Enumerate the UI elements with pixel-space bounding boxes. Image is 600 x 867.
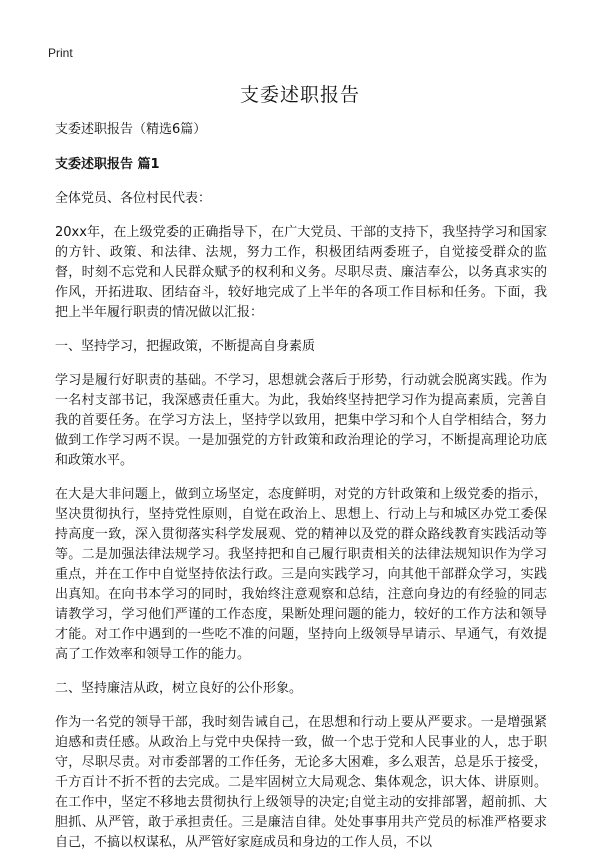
print-link[interactable]: Print — [48, 46, 73, 60]
document-title: 支委述职报告 — [239, 84, 360, 106]
paragraph-integrity: 作为一名党的领导干部，我时刻告诫自己，在思想和行动上要从严要求。一是增强紧迫感和责任感。从政治上与党中央保持一致，做一个忠于党和人民事业的人，忠于职守，尽职尽责。对市委部署的工作任务，无论多大困难，多么艰苦，总是乐于接受，千方百计不折不哲的去完成。二是牢固树立大局观念、集体观念，识大体、讲原则。在工作中，坚定不移地去贯彻执行上级领导的决定;自觉主动的安排部署，超前抓、大胆抓、从严管，敢于承担责任。三是廉洁自律。处处事事用共产党员的标准严格要求自己，不搞以权谋私，从严管好家庭成员和身边的工作人员，不以 — [55, 715, 547, 850]
paragraph-principles: 在大是大非问题上，做到立场坚定，态度鲜明，对党的方针政策和上级党委的指示，坚决贯彻执行，坚持党性原则，自觉在政治上、思想上、行动上与和城区办党工委保持高度一致，深入贯彻落实科学发展观、党的精神以及党的群众路线教育实践活动等等。二是加强法律法规学习。我坚持把和自己履行职责相关的法律法规知识作为学习重点，并在工作中自觉坚持依法行政。三是向实践学习，向其他干部群众学习，实践出真知。在向书本学习的同时，我始终注意观察和总结，注意向身边的有经验的同志请教学习，学习他们严谨的工作态度，果断处理问题的能力，较好的工作方法和领导才能。对工作中遇到的一些吃不准的问题，坚持向上级领导早请示、早通气，有效提高了工作效率和领导工作的能力。 — [55, 487, 547, 662]
heading-study-policy: 一、坚持学习，把握政策，不断提高自身素质 — [55, 339, 316, 354]
section-heading: 支委述职报告 篇1 — [55, 157, 160, 172]
paragraph-intro: 20xx年，在上级党委的正确指导下，在广大党员、干部的支持下，我坚持学习和国家的方针、政策、和法律、法规，努力工作，积极团结两委班子，自觉接受群众的监督，时刻不忘党和人民群众赋予的权利和义务。尽职尽责、廉洁奉公，以务真求实的作风，开拓进取、团结奋斗，较好地完成了上半年的各项工作目标和任务。下面，我把上半年履行职责的情况做以汇报： — [55, 225, 547, 320]
greeting-line: 全体党员、各位村民代表： — [55, 191, 212, 206]
document-body — [55, 120, 547, 867]
paragraph-study: 学习是履行好职责的基础。不学习，思想就会落后于形势，行动就会脱离实践。作为一名村支部书记，我深感责任重大。为此，我始终坚持把学习作为提高素质，完善自我的首要任务。在学习方法上，坚持学以致用，把集中学习和个人自学相结合，努力做到工作学习两不误。一是加强党的方针政策和政治理论的学习，不断提高理论功底和政策水平。 — [55, 373, 547, 468]
heading-integrity: 二、坚持廉洁从政，树立良好的公仆形象。 — [55, 681, 303, 696]
document-subtitle: 支委述职报告（精选6篇） — [55, 122, 207, 137]
